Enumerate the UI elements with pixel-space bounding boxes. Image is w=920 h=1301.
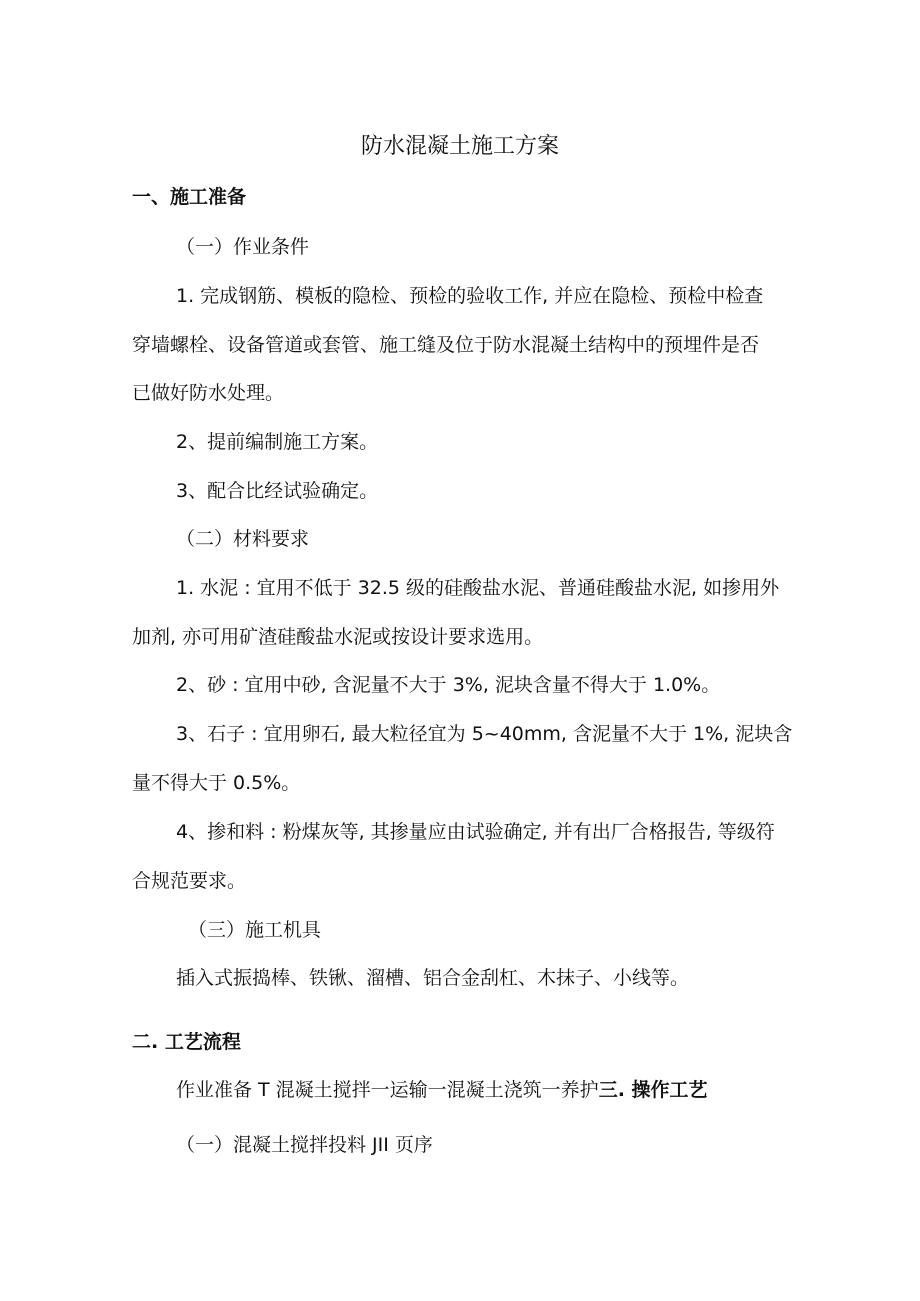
paragraph-line: 3、配合比经试验确定。 xyxy=(176,480,379,502)
document-title: 防水混凝土施工方案 xyxy=(360,134,559,159)
subsection-heading-conditions: （一）作业条件 xyxy=(176,236,310,258)
paragraph-line: 1. 完成钢筋、模板的隐检、预检的验收工作, 并应在隐检、预检中检查 xyxy=(176,285,764,307)
section-heading-operation: 三. 操作工艺 xyxy=(598,1079,708,1101)
section-heading-preparation: 一、施工准备 xyxy=(132,186,247,208)
paragraph-line: 3、石子 : 宜用卵石, 最大粒径宜为 5~40mm, 含泥量不大于 1%, 泥块含 xyxy=(176,723,793,745)
paragraph-line: 加剂, 亦可用矿渣硅酸盐水泥或按设计要求选用。 xyxy=(132,626,544,648)
paragraph-line: 已做好防水处理。 xyxy=(132,382,285,404)
process-flow-text: 作业准备 T 混凝土搅拌一运输一混凝土浇筑一养护 xyxy=(176,1079,599,1101)
paragraph-line: 合规范要求。 xyxy=(132,870,247,892)
section-heading-process-flow: 二. 工艺流程 xyxy=(132,1031,241,1053)
paragraph-line: 穿墙螺栓、设备管道或套管、施工缝及位于防水混凝土结构中的预埋件是否 xyxy=(132,334,760,356)
paragraph-line: 量不得大于 0.5%。 xyxy=(132,772,301,794)
paragraph-line: 4、掺和料 : 粉煤灰等, 其掺量应由试验确定, 并有出厂合格报告, 等级符 xyxy=(176,821,775,843)
paragraph-line: 插入式振捣棒、铁锹、溜槽、铝合金刮杠、木抹子、小线等。 xyxy=(176,967,690,989)
process-flow-line xyxy=(176,1078,708,1102)
paragraph-line: 2、砂 : 宜用中砂, 含泥量不大于 3%, 泥块含量不得大于 1.0%。 xyxy=(176,674,721,696)
paragraph-line: 2、提前编制施工方案。 xyxy=(176,431,379,453)
subsection-heading-materials: （二）材料要求 xyxy=(176,528,310,550)
paragraph-line: 1. 水泥 : 宜用不低于 32.5 级的硅酸盐水泥、普通硅酸盐水泥, 如掺用外 xyxy=(176,577,780,599)
subsection-heading-mixing: （一）混凝土搅拌投料 JII 页序 xyxy=(176,1134,433,1156)
subsection-heading-tools: （三）施工机具 xyxy=(188,919,322,941)
